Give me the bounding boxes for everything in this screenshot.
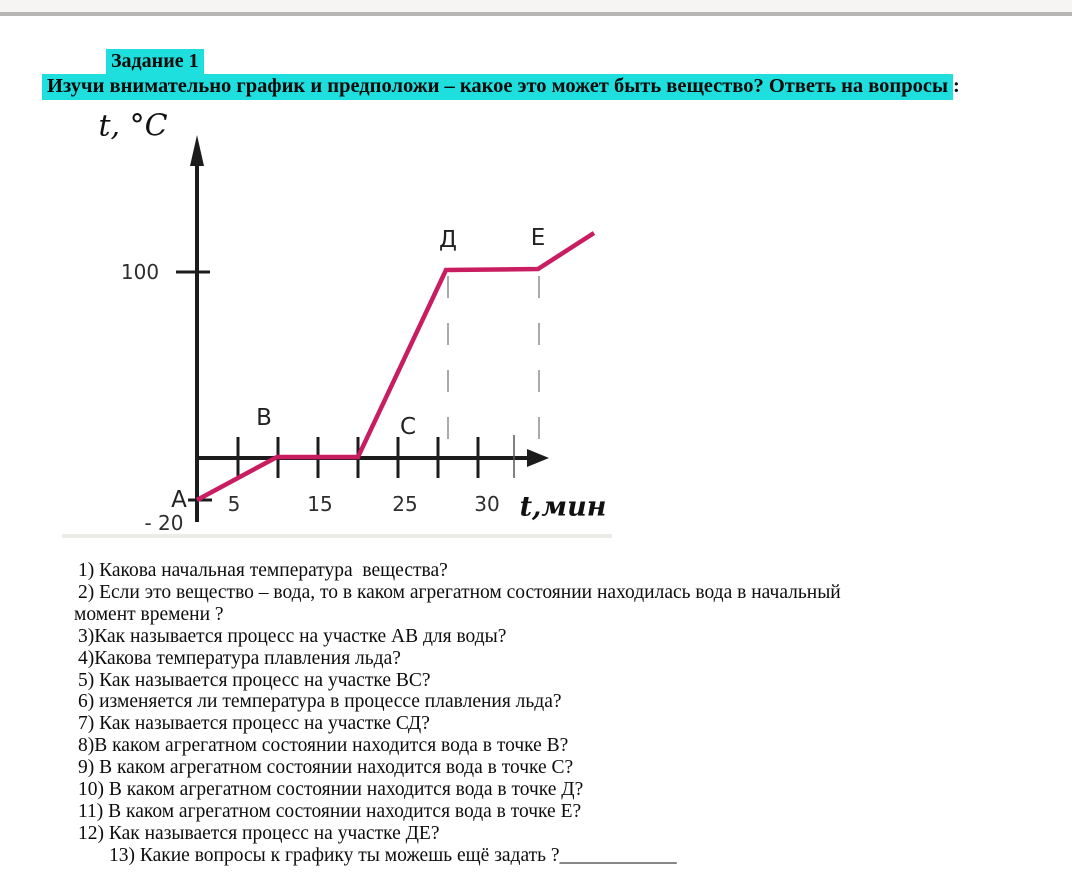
y-axis-arrowhead xyxy=(190,135,204,166)
y-tick-label-minus-20: - 20 xyxy=(144,511,184,535)
x-axis-title: t,мин xyxy=(519,491,607,523)
question-line: 3)Как называется процесс на участке АВ для воды? xyxy=(78,625,507,647)
question-line: 13) Какие вопросы к графику ты можешь ещё задать ?____________ xyxy=(109,844,677,866)
question-line: 11) В каком агрегатном состоянии находится вода в точке Е? xyxy=(78,800,582,822)
point-label-C: С xyxy=(399,414,417,440)
instruction-highlight: Изучи внимательно график и предположи – какое это может быть вещество? Ответь на вопросы xyxy=(42,74,953,100)
instruction-suffix: : xyxy=(953,75,960,97)
question-line: 1) Какова начальная температура вещества? xyxy=(78,560,448,581)
point-label-B: В xyxy=(256,405,272,431)
question-line: 8)В каком агрегатном состоянии находится вода в точке В? xyxy=(78,735,569,757)
question-line: 9) В каком агрегатном состоянии находится вода в точке С? xyxy=(78,757,574,779)
task-title-highlight: Задание 1 xyxy=(106,49,204,75)
question-line: 5) Как называется процесс на участке ВС? xyxy=(78,669,431,691)
question-line: 12) Как называется процесс на участке ДЕ? xyxy=(78,822,440,844)
x-tick-label-5: 5 xyxy=(227,492,241,516)
question-line: 10) В каком агрегатном состоянии находится вода в точке Д? xyxy=(78,779,584,801)
question-line: 4)Какова температура плавления льда? xyxy=(78,647,401,669)
question-line: 2) Если это вещество – вода, то в каком агрегатном состоянии находилась вода в начальный xyxy=(78,581,841,603)
question-line: 6) изменяется ли температура в процессе плавления льда? xyxy=(78,691,562,713)
x-axis-arrowhead xyxy=(527,449,549,467)
y-tick-label-100: 100 xyxy=(120,260,160,284)
question-line: момент времени ? xyxy=(74,603,224,625)
questions-list xyxy=(0,560,1072,867)
x-tick-label-15: 15 xyxy=(307,492,333,516)
y-axis-title: t, °C xyxy=(98,108,168,144)
question-line: 7) Как называется процесс на участке СД? xyxy=(78,713,430,735)
point-label-E: Е xyxy=(530,225,546,251)
x-tick-label-30: 30 xyxy=(474,492,500,516)
x-tick-label-25: 25 xyxy=(392,492,418,516)
point-label-D: Д xyxy=(439,227,457,253)
point-label-A: А xyxy=(171,487,187,513)
